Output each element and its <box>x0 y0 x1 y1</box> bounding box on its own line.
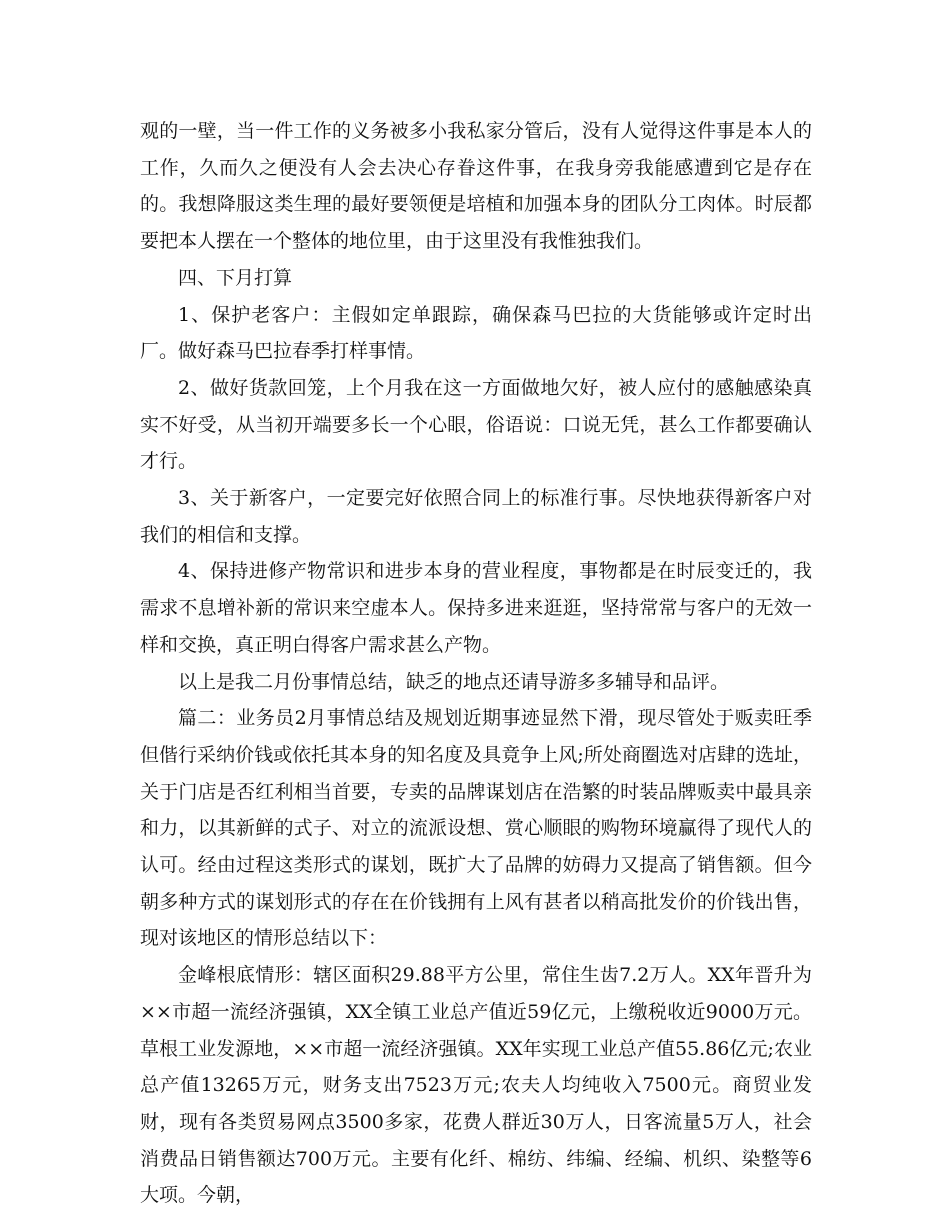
paragraph: 观的一壁，当一件工作的义务被多小我私家分管后，没有人觉得这件事是本人的工作，久而久之便没有人会去决心存眷这件事，在我身旁我能感遭到它是存在的。我想降服这类生理的最好要领便是培植和加强本身的团队分工肉体。时辰都要把本人摆在一个整体的地位里，由于这里没有我惟独我们。 <box>140 120 812 253</box>
paragraph: 2、做好货款回笼，上个月我在这一方面做地欠好，被人应付的感触感染真实不好受，从当初开端要多长一个心眼，俗语说：口说无凭，甚么工作都要确认才行。 <box>140 376 812 473</box>
paragraph: 篇二：业务员2月事情总结及规划近期事迹显然下滑，现尽管处于贩卖旺季但偕行采纳价钱或依托其本身的知名度及具竟争上风;所处商圈选对店肆的选址，关于门店是否红利相当首要，专卖的品牌谋划店在浩繁的时装品牌贩卖中最具亲和力，以其新鲜的式子、对立的流派设想、赏心顺眼的购物环境赢得了现代人的认可。经由过程这类形式的谋划，既扩大了品牌的妨碍力又提高了销售额。但今朝多种方式的谋划形式的存在在价钱拥有上风有甚者以稍高批发价的价钱出售，现对该地区的情形总结以下： <box>140 707 812 950</box>
paragraph: 3、关于新客户，一定要完好依照合同上的标准行事。尽快地获得新客户对我们的相信和支撑。 <box>140 487 812 546</box>
paragraph: 1、保护老客户：主假如定单跟踪，确保森马巴拉的大货能够或许定时出厂。做好森马巴拉春季打样事情。 <box>140 303 812 363</box>
document-body <box>140 113 812 1214</box>
paragraph: 金峰根底情形：辖区面积29.88平方公里，常住生齿7.2万人。XX年晋升为××市超一流经济强镇，XX全镇工业总产值近59亿元，上缴税收近9000万元。草根工业发源地，××市超一流经济强镇。XX年实现工业总产值55.86亿元;农业总产值13265万元，财务支出7523万元;农夫人均纯收入7500元。商贸业发财，现有各类贸易网点3500多家，花费人群近30万人，日客流量5万人，社会消费品日销售额达700万元。主要有化纤、棉纺、纬编、经编、机织、染整等6大项。今朝， <box>140 964 812 1207</box>
paragraph: 4、保持进修产物常识和进步本身的营业程度，事物都是在时辰变迁的，我需求不息增补新的常识来空虚本人。保持多进来逛逛，坚持常常与客户的无效一样和交换，真正明白得客户需求甚么产物。 <box>140 560 812 656</box>
paragraph: 以上是我二月份事情总结，缺乏的地点还请导游多多辅导和品评。 <box>178 670 730 693</box>
section-heading: 四、下月打算 <box>178 266 293 289</box>
